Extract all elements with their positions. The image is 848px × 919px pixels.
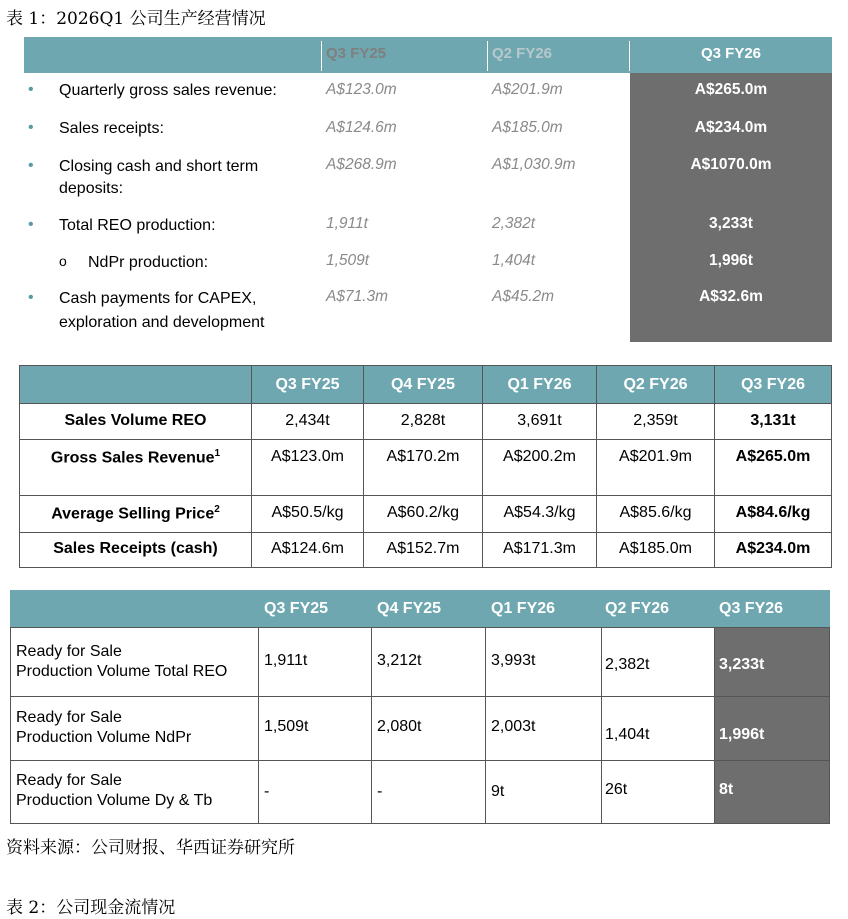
header-q3fy25: Q3 FY25: [326, 45, 387, 62]
grid-line: [714, 627, 715, 824]
table-cell: 1,404t: [605, 726, 650, 743]
grid-line: [485, 627, 486, 824]
value-q3fy25: A$71.3m: [326, 288, 389, 305]
row-label: Closing cash and short term: [59, 158, 259, 175]
table-cell: 2,828t: [400, 412, 446, 429]
bullet-icon: •: [28, 216, 34, 233]
row-label: NdPr production:: [88, 254, 209, 271]
row-label: Cash payments for CAPEX,: [59, 290, 257, 307]
value-q3fy26: A$265.0m: [694, 81, 768, 98]
table-cell: 2,080t: [377, 718, 422, 735]
quarterly-summary-table: [24, 37, 832, 342]
table-cell: A$185.0m: [619, 540, 692, 557]
row-label-line2: Production Volume Total REO: [16, 663, 228, 680]
table-cell: 3,691t: [517, 412, 562, 429]
grid-line: [10, 696, 830, 697]
row-label: Ready for Sale: [16, 772, 122, 789]
table-cell: 1,996t: [719, 726, 765, 743]
table2-caption: 表 2：公司现金流情况: [6, 898, 176, 918]
bullet-icon: •: [28, 119, 34, 136]
value-q3fy26: 1,996t: [709, 252, 753, 269]
value-q2fy26: A$185.0m: [492, 119, 563, 136]
table-cell: A$200.2m: [503, 448, 576, 465]
table-cell: 1,911t: [264, 652, 308, 669]
grid-line: [371, 627, 372, 824]
table-cell: 2,382t: [605, 656, 650, 673]
row-label: [20, 504, 251, 523]
value-q2fy26: A$201.9m: [492, 81, 563, 98]
grid-line: [596, 366, 597, 567]
header-q1fy26: Q1 FY26: [507, 376, 572, 393]
row-label: Total REO production:: [59, 217, 216, 234]
table-cell: A$152.7m: [386, 540, 460, 557]
table-cell: 8t: [719, 781, 734, 798]
source-note: 资料来源：公司财报、华西证券研究所: [6, 838, 295, 858]
grid-line: [20, 439, 831, 440]
value-q3fy25: A$268.9m: [326, 156, 397, 173]
bullet-icon: •: [28, 81, 34, 98]
row-label: Sales Receipts (cash): [53, 540, 218, 557]
header-q3fy25: Q3 FY25: [275, 376, 340, 393]
table-cell: A$124.6m: [271, 540, 344, 557]
table-cell: 3,233t: [719, 656, 765, 673]
grid-line: [251, 366, 252, 567]
table-cell: A$201.9m: [619, 448, 692, 465]
table-cell: A$50.5/kg: [271, 504, 344, 521]
header-q2fy26: Q2 FY26: [492, 45, 553, 62]
row-label: Quarterly gross sales revenue:: [59, 82, 277, 99]
table1-caption: 表 1：2026Q1 公司生产经营情况: [6, 9, 266, 29]
header-q4fy25: Q4 FY25: [390, 376, 456, 393]
header-q3fy26: Q3 FY26: [700, 45, 762, 62]
table-cell: 3,212t: [377, 652, 422, 669]
table-cell: 3,131t: [750, 412, 796, 429]
value-q3fy26: A$234.0m: [694, 119, 768, 136]
production-table: [10, 590, 830, 824]
table-cell: A$265.0m: [735, 448, 811, 465]
row-label: Sales receipts:: [59, 120, 164, 137]
value-q3fy25: A$124.6m: [326, 119, 397, 136]
header-q2fy26: Q2 FY26: [623, 376, 688, 393]
sales-table: [19, 365, 832, 568]
grid-line: [258, 627, 259, 824]
value-q3fy25: A$123.0m: [326, 81, 397, 98]
bullet-icon: •: [28, 289, 34, 306]
table-cell: -: [264, 783, 270, 800]
table-cell: 2,434t: [285, 412, 330, 429]
header-separator: [487, 41, 488, 71]
value-q3fy25: 1,911t: [326, 215, 368, 232]
header-q3fy26: Q3 FY26: [740, 376, 806, 393]
table-cell: A$54.3/kg: [503, 504, 576, 521]
table-cell: A$123.0m: [271, 448, 344, 465]
table-cell: A$60.2/kg: [386, 504, 460, 521]
row-label-text: Gross Sales Revenue: [50, 449, 215, 467]
value-q2fy26: 1,404t: [492, 252, 536, 269]
table-cell: A$170.2m: [386, 448, 460, 465]
row-label-line2: deposits:: [59, 180, 124, 197]
row-label: [20, 448, 251, 467]
table-cell: A$234.0m: [735, 540, 811, 557]
header-q3fy25: Q3 FY25: [264, 600, 329, 617]
row-label-text: Average Selling Price: [51, 505, 215, 523]
header-q3fy26: Q3 FY26: [719, 600, 784, 617]
row-label-line2: Production Volume NdPr: [16, 729, 192, 746]
value-q2fy26: 2,382t: [492, 215, 536, 232]
value-q3fy26: 3,233t: [709, 215, 753, 232]
header-separator: [321, 41, 322, 71]
value-q3fy26: A$32.6m: [699, 288, 763, 305]
grid-line: [363, 366, 364, 567]
value-q3fy26: A$1070.0m: [690, 156, 772, 173]
footnote-marker: 1: [214, 448, 221, 459]
table-cell: A$85.6/kg: [619, 504, 692, 521]
row-label: Ready for Sale: [16, 709, 122, 726]
row-label-line2: Production Volume Dy & Tb: [16, 792, 213, 809]
grid-line: [20, 532, 831, 533]
table-cell: 2,359t: [633, 412, 678, 429]
sub-bullet-icon: o: [59, 253, 67, 269]
table-cell: 26t: [605, 781, 628, 798]
table-cell: A$171.3m: [503, 540, 576, 557]
table-cell: 9t: [491, 783, 505, 800]
header-q2fy26: Q2 FY26: [605, 600, 670, 617]
value-q3fy25: 1,509t: [326, 252, 370, 269]
grid-line: [10, 760, 830, 761]
header-q4fy25: Q4 FY25: [377, 600, 442, 617]
header-q1fy26: Q1 FY26: [491, 600, 556, 617]
footnote-marker: 2: [214, 504, 220, 515]
row-label: Sales Volume REO: [64, 412, 207, 429]
table-cell: A$84.6/kg: [735, 504, 811, 521]
table-cell: 1,509t: [264, 718, 309, 735]
row-label-line2: exploration and development: [59, 314, 265, 331]
value-q2fy26: A$1,030.9m: [492, 156, 576, 173]
grid-line: [714, 366, 715, 567]
table-cell: -: [377, 783, 383, 800]
table-cell: 2,003t: [491, 718, 536, 735]
grid-line: [20, 495, 831, 496]
value-q2fy26: A$45.2m: [492, 288, 555, 305]
bullet-icon: •: [28, 157, 34, 174]
row-label: Ready for Sale: [16, 643, 122, 660]
grid-line: [601, 627, 602, 824]
table-cell: 3,993t: [491, 652, 536, 669]
grid-line: [482, 366, 483, 567]
